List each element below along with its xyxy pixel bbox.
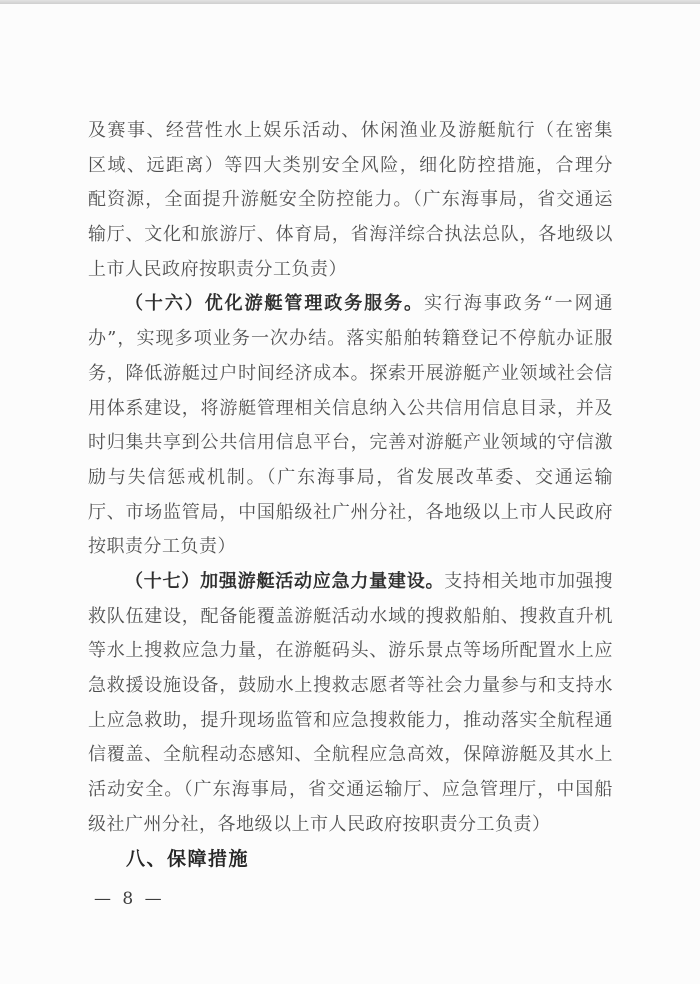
- text-line: 输厅、文化和旅游厅、体育局，省海洋综合执法总队，各地级以: [88, 224, 613, 246]
- text-line: 及赛事、经营性水上娱乐活动、休闲渔业及游艇航行（在密集: [88, 120, 613, 141]
- item-16-lead-text: 实行海事政务“一网通: [423, 293, 613, 315]
- text-line: 上应急救助，提升现场监管和应急搜救能力，推动落实全航程通: [88, 709, 613, 731]
- paragraph-continuation: [88, 114, 613, 287]
- paragraph-item-16: [88, 287, 613, 565]
- section-heading: 八、保障措施: [126, 848, 250, 871]
- text-line: 用体系建设，将游艇管理相关信息纳入公共信用信息目录，并及: [88, 397, 613, 419]
- text-line: 活动安全。（广东海事局，省交通运输厅、应急管理厅，中国船: [88, 779, 613, 801]
- item-17-title: （十七）加强游艇活动应急力量建设。: [125, 570, 445, 592]
- text-line: 区域、远距离）等四大类别安全风险，细化防控措施，合理分: [88, 154, 613, 176]
- document-body: [88, 114, 613, 877]
- text-line: 救队伍建设，配备能覆盖游艇活动水域的搜救船舶、搜救直升机: [88, 605, 613, 627]
- text-line: 时归集共享到公共信用信息平台，完善对游艇产业领域的守信激: [88, 432, 613, 454]
- text-line: 上市人民政府按职责分工负责）: [88, 258, 347, 280]
- text-line: 配资源，全面提升游艇安全防控能力。（广东海事局，省交通运: [88, 189, 613, 211]
- text-line: [88, 565, 613, 600]
- text-line: [88, 287, 613, 322]
- text-line: 等水上搜救应急力量，在游艇码头、游乐景点等场所配置水上应: [88, 640, 613, 662]
- text-line: 急救援设施设备，鼓励水上搜救志愿者等社会力量参与和支持水: [88, 675, 613, 696]
- item-16-title: （十六）优化游艇管理政务服务。: [125, 293, 424, 315]
- text-line: 励与失信惩戒机制。（广东海事局，省发展改革委、交通运输: [88, 466, 613, 488]
- text-line: 厅、市场监管局，中国船级社广州分社，各地级以上市人民政府: [88, 501, 613, 523]
- page-number: — 8 —: [94, 889, 165, 909]
- text-line: 级社广州分社，各地级以上市人民政府按职责分工负责）: [88, 813, 551, 835]
- scan-edge-artifact: [0, 0, 700, 4]
- text-line: 按职责分工负责）: [88, 536, 236, 558]
- text-line: 办”，实现多项业务一次办结。落实船舶转籍登记不停航办证服: [88, 328, 613, 350]
- text-line: 信覆盖、全航程动态感知、全航程应急高效，保障游艇及其水上: [88, 744, 613, 766]
- text-line: 务，降低游艇过户时间经济成本。探索开展游艇产业领域社会信: [88, 362, 613, 384]
- paragraph-item-17: [88, 565, 613, 843]
- item-17-lead-text: 支持相关地市加强搜: [444, 570, 613, 592]
